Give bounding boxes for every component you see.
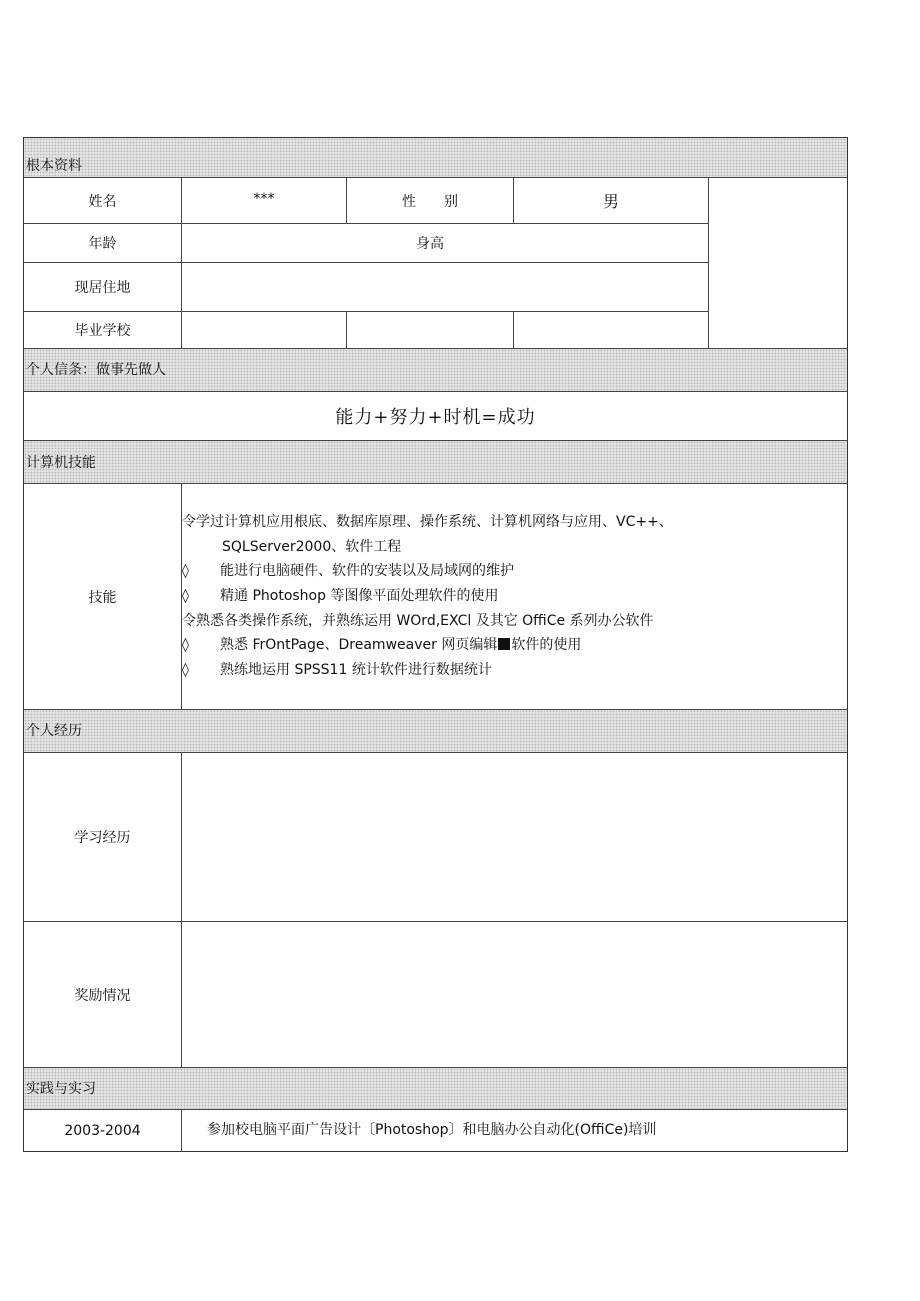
diamond-icon: ◊ (182, 563, 189, 580)
award-label: 奖励情况 (74, 987, 131, 1004)
section-practice (24, 1068, 847, 1109)
section-motto (24, 349, 847, 391)
diamond-icon: ◊ (182, 588, 189, 605)
section-experience (24, 710, 847, 752)
address-label: 现居住地 (74, 280, 131, 296)
school-label: 毕业学校 (74, 323, 131, 339)
section-basic-info-title: 根本资料 (26, 158, 82, 174)
skill-line-7: ◊ 熟练地运用 SPSS11 统计软件进行数据统计 (182, 658, 842, 683)
height-label: 身高 (416, 236, 444, 252)
resume-table (23, 137, 848, 1152)
award-value (182, 922, 847, 1067)
skill-line-3: ◊ 能进行电脑硬件、软件的安装以及局域网的维护 (182, 559, 842, 584)
skills-label: 技能 (88, 589, 117, 606)
address-value (182, 263, 708, 311)
practice-text: 参加校电脑平面广告设计〔Photoshop〕和电脑办公自动化(OffiCe)培训 (207, 1122, 657, 1138)
photo-area (709, 178, 847, 348)
black-square-icon (498, 638, 510, 650)
motto-text: 能力+努力+时机=成功 (335, 407, 536, 428)
height-value (514, 224, 708, 262)
study-label: 学习经历 (74, 830, 131, 846)
gender-label: 性 别 (402, 193, 458, 210)
section-motto-title: 个人信条：做事先做人 (26, 362, 166, 378)
age-value (182, 224, 346, 262)
section-basic-info (24, 138, 847, 177)
study-value (182, 753, 847, 921)
name-value: *** (253, 190, 275, 207)
section-computer-skills (24, 441, 847, 483)
skill-line-2: SQLServer2000、软件工程 (222, 538, 402, 555)
skill-line-1: 令学过计算机应用根底、数据库原理、操作系统、计算机网络与应用、VC++、 (182, 514, 673, 530)
skill-line-4: ◊ 精通 Photoshop 等图像平面处理软件的使用 (182, 584, 842, 609)
practice-year: 2003-2004 (64, 1122, 141, 1139)
diamond-icon: ◊ (182, 662, 189, 679)
gender-value: 男 (602, 192, 619, 211)
section-computer-skills-title: 计算机技能 (26, 455, 96, 471)
age-label: 年龄 (88, 236, 117, 252)
name-label: 姓名 (88, 193, 117, 210)
school-value (182, 312, 708, 348)
skills-list (182, 510, 842, 683)
skill-line-6: ◊ 熟悉 FrOntPage、Dreamweaver 网页编辑 软件的使用 (182, 633, 842, 658)
section-practice-title: 实践与实习 (26, 1081, 96, 1097)
skill-line-5: 令熟悉各类操作系统，并熟练运用 WOrd,EXCl 及其它 OffiCe 系列办公软件 (182, 612, 654, 629)
section-experience-title: 个人经历 (26, 723, 82, 739)
diamond-icon: ◊ (182, 637, 189, 654)
